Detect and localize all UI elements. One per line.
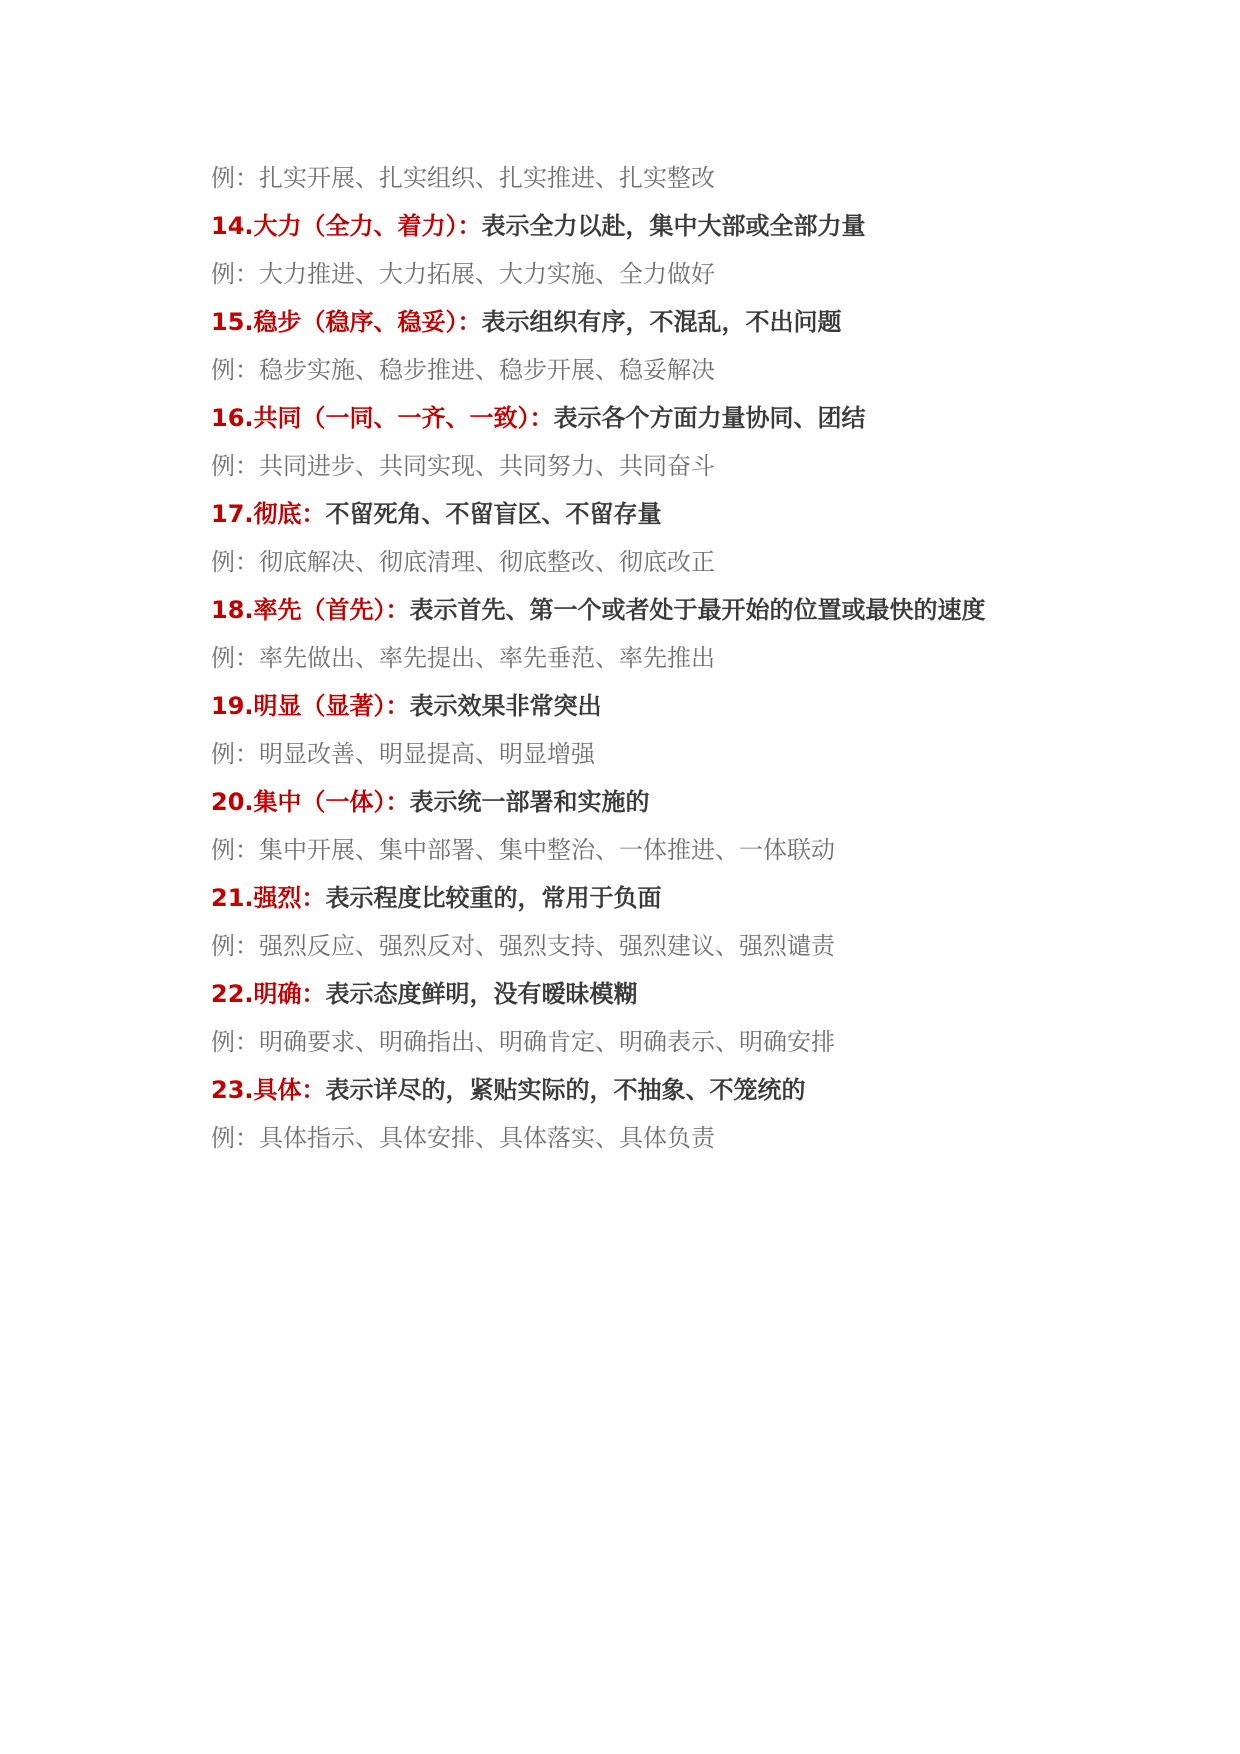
heading-description: 表示全力以赴，集中大部或全部力量 <box>481 212 866 240</box>
heading-description: 不留死角、不留盲区、不留存量 <box>325 500 662 528</box>
example-line: 例：率先做出、率先提出、率先垂范、率先推出 <box>211 644 715 672</box>
heading-line <box>211 298 1111 346</box>
heading-description: 表示各个方面力量协同、团结 <box>553 404 866 432</box>
example-line: 例：扎实开展、扎实组织、扎实推进、扎实整改 <box>211 164 715 192</box>
heading-term: 23.具体： <box>211 1076 326 1104</box>
heading-description: 表示态度鲜明，没有暧昧模糊 <box>325 980 638 1008</box>
heading-line <box>211 778 1111 826</box>
heading-line <box>211 394 1111 442</box>
document-content <box>211 154 1111 1162</box>
heading-term: 22.明确： <box>211 980 326 1008</box>
heading-description: 表示程度比较重的，常用于负面 <box>325 884 662 912</box>
heading-term: 14.大力（全力、着力）： <box>211 212 482 240</box>
heading-term: 20.集中（一体）： <box>211 788 410 816</box>
heading-line <box>211 970 1111 1018</box>
example-line: 例：明确要求、明确指出、明确肯定、明确表示、明确安排 <box>211 1028 835 1056</box>
heading-line <box>211 202 1111 250</box>
heading-line <box>211 490 1111 538</box>
example-line: 例：具体指示、具体安排、具体落实、具体负责 <box>211 1124 715 1152</box>
example-line: 例：明显改善、明显提高、明显增强 <box>211 740 595 768</box>
heading-line <box>211 1066 1111 1114</box>
heading-description: 表示统一部署和实施的 <box>409 788 650 816</box>
heading-line <box>211 586 1111 634</box>
heading-description: 表示详尽的，紧贴实际的，不抽象、不笼统的 <box>325 1076 806 1104</box>
example-line: 例：彻底解决、彻底清理、彻底整改、彻底改正 <box>211 548 715 576</box>
heading-term: 15.稳步（稳序、稳妥）： <box>211 308 482 336</box>
example-line: 例：集中开展、集中部署、集中整治、一体推进、一体联动 <box>211 836 835 864</box>
example-line: 例：大力推进、大力拓展、大力实施、全力做好 <box>211 260 715 288</box>
heading-term: 19.明显（显著）： <box>211 692 410 720</box>
heading-line <box>211 682 1111 730</box>
heading-term: 16.共同（一同、一齐、一致）： <box>211 404 554 432</box>
heading-term: 17.彻底： <box>211 500 326 528</box>
heading-description: 表示首先、第一个或者处于最开始的位置或最快的速度 <box>409 596 986 624</box>
heading-description: 表示组织有序，不混乱，不出问题 <box>481 308 842 336</box>
example-line: 例：共同进步、共同实现、共同努力、共同奋斗 <box>211 452 715 480</box>
heading-term: 21.强烈： <box>211 884 326 912</box>
example-line: 例：稳步实施、稳步推进、稳步开展、稳妥解决 <box>211 356 715 384</box>
heading-description: 表示效果非常突出 <box>409 692 602 720</box>
heading-line <box>211 874 1111 922</box>
example-line: 例：强烈反应、强烈反对、强烈支持、强烈建议、强烈谴责 <box>211 932 835 960</box>
heading-term: 18.率先（首先）： <box>211 596 410 624</box>
